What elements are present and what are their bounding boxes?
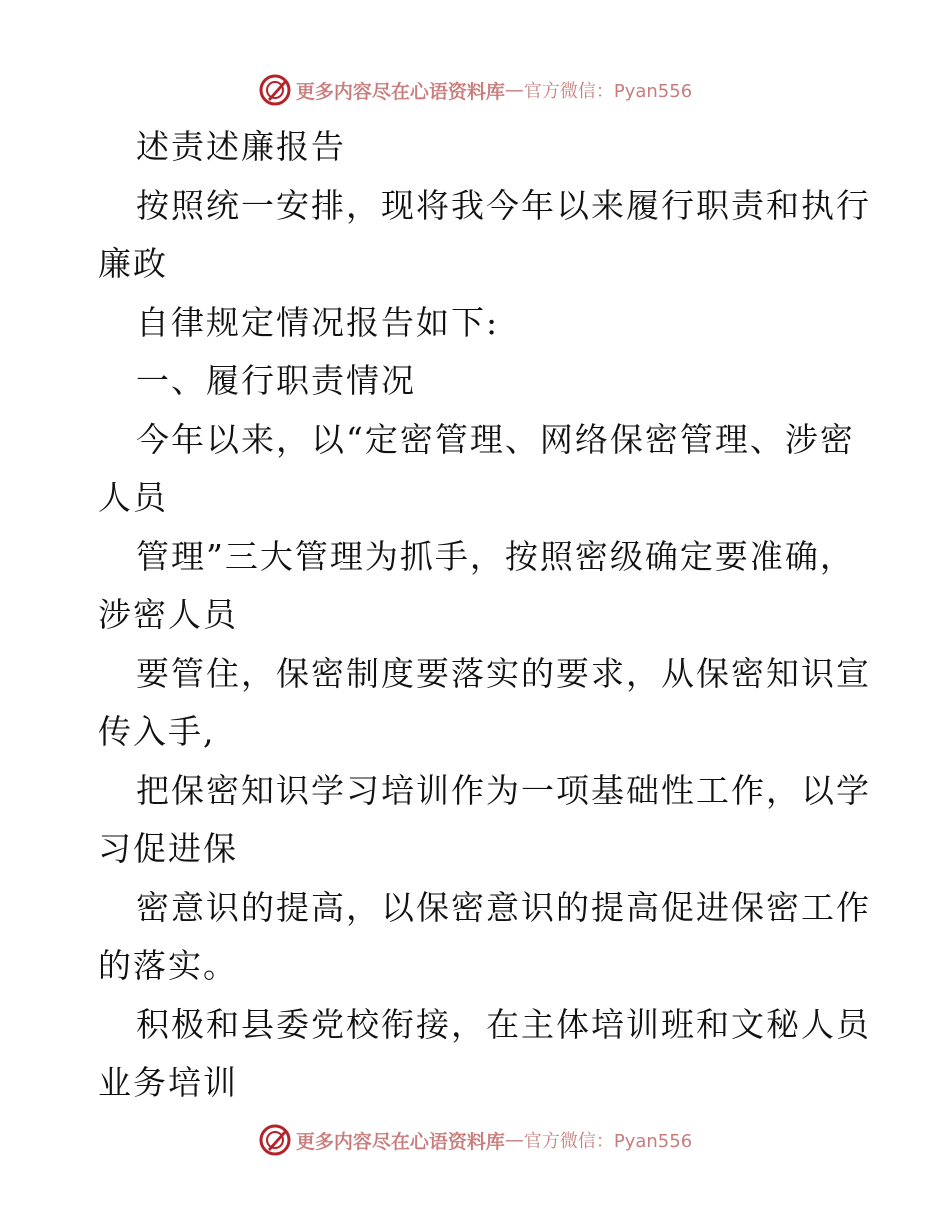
banner-wechat-text: 官方微信：Pyan556 — [523, 81, 693, 102]
paragraph-line: 管理”三大管理为抓手，按照密级确定要准确， — [136, 536, 855, 576]
document-body — [98, 118, 871, 1113]
paragraph-line: 传入手, — [98, 712, 216, 751]
section-heading: 一、履行职责情况 — [136, 361, 416, 400]
paragraph-line: 把保密知识学习培训作为一项基础性工作，以学 — [136, 770, 871, 810]
paragraph-line: 的落实。 — [98, 946, 238, 985]
brand-logo-icon — [258, 73, 292, 107]
banner-site-text: 更多内容尽在心语资料库 — [295, 80, 505, 103]
paragraph-line: 今年以来，以“定密管理、网络保密管理、涉密 — [136, 419, 855, 459]
document-title: 述责述廉报告 — [136, 127, 346, 166]
brand-logo-icon — [258, 1123, 292, 1157]
paragraph-line: 业务培训 — [98, 1063, 238, 1102]
footer-banner — [0, 1120, 950, 1160]
header-banner — [0, 70, 950, 110]
banner-dash: — — [504, 1129, 524, 1151]
banner-wechat-text: 官方微信：Pyan556 — [523, 1131, 693, 1152]
paragraph-line: 人员 — [98, 478, 168, 517]
paragraph-line: 廉政 — [98, 244, 168, 283]
paragraph-line: 习促进保 — [98, 829, 238, 868]
paragraph-line: 自律规定情况报告如下: — [136, 302, 500, 342]
paragraph-line: 要管住，保密制度要落实的要求，从保密知识宣 — [136, 653, 871, 693]
banner-site-text: 更多内容尽在心语资料库 — [295, 1130, 505, 1153]
paragraph-line: 按照统一安排，现将我今年以来履行职责和执行 — [136, 185, 871, 225]
paragraph-line: 涉密人员 — [98, 595, 238, 634]
paragraph-line: 积极和县委党校衔接，在主体培训班和文秘人员 — [136, 1004, 871, 1044]
paragraph-line: 密意识的提高，以保密意识的提高促进保密工作 — [136, 887, 871, 927]
banner-dash: — — [504, 79, 524, 101]
